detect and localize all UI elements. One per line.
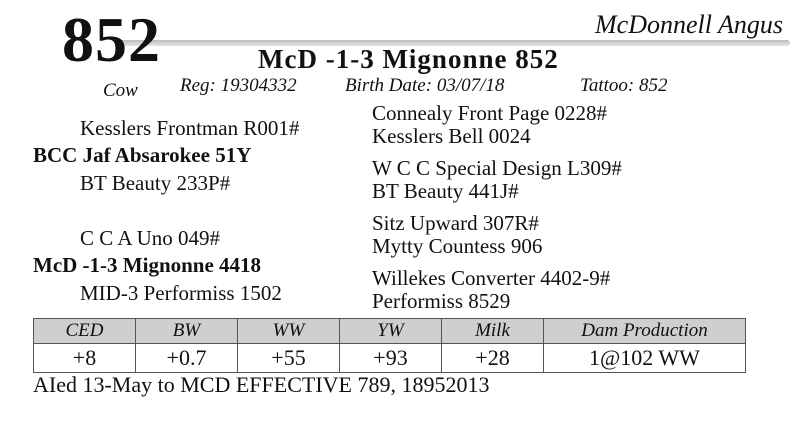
sex-label: Cow — [103, 80, 138, 101]
dam-dam: MID-3 Performiss 1502 — [80, 281, 282, 305]
epd-header-ced: CED — [34, 319, 136, 344]
great-grandparent-4: BT Beauty 441J# — [372, 179, 519, 203]
epd-value-ww: +55 — [238, 344, 340, 373]
dam-sire: C C A Uno 049# — [80, 226, 221, 250]
epd-value-ced: +8 — [34, 344, 136, 373]
epd-header-dam-production: Dam Production — [544, 319, 746, 344]
birth-date: Birth Date: 03/07/18 — [345, 75, 505, 96]
registration-number: Reg: 19304332 — [180, 75, 297, 96]
sire-dam: BT Beauty 233P# — [80, 171, 231, 195]
epd-value-dam-production: 1@102 WW — [544, 344, 746, 373]
great-grandparent-1: Connealy Front Page 0228# — [372, 101, 608, 125]
breeding-footnote: AIed 13-May to MCD EFFECTIVE 789, 18952013 — [33, 372, 490, 397]
sire-sire: Kesslers Frontman R001# — [80, 116, 300, 140]
owner-name: McDonnell Angus — [595, 10, 783, 39]
epd-value-bw: +0.7 — [136, 344, 238, 373]
sire: BCC Jaf Absarokee 51Y — [33, 143, 252, 167]
great-grandparent-7: Willekes Converter 4402-9# — [372, 266, 611, 290]
epd-value-milk: +28 — [442, 344, 544, 373]
epd-header-ww: WW — [238, 319, 340, 344]
epd-value-yw: +93 — [340, 344, 442, 373]
animal-name: McD -1-3 Mignonne 852 — [258, 44, 559, 74]
great-grandparent-5: Sitz Upward 307R# — [372, 211, 539, 235]
epd-header-bw: BW — [136, 319, 238, 344]
epd-header-milk: Milk — [442, 319, 544, 344]
great-grandparent-2: Kesslers Bell 0024 — [372, 124, 531, 148]
epd-header-row — [34, 319, 746, 344]
great-grandparent-6: Mytty Countess 906 — [372, 234, 543, 258]
epd-value-row — [34, 344, 746, 373]
lot-number: 852 — [62, 4, 161, 75]
great-grandparent-3: W C C Special Design L309# — [372, 156, 622, 180]
dam: McD -1-3 Mignonne 4418 — [33, 253, 262, 277]
tattoo: Tattoo: 852 — [580, 75, 668, 96]
great-grandparent-8: Performiss 8529 — [372, 289, 511, 313]
epd-header-yw: YW — [340, 319, 442, 344]
epd-table — [33, 318, 746, 373]
